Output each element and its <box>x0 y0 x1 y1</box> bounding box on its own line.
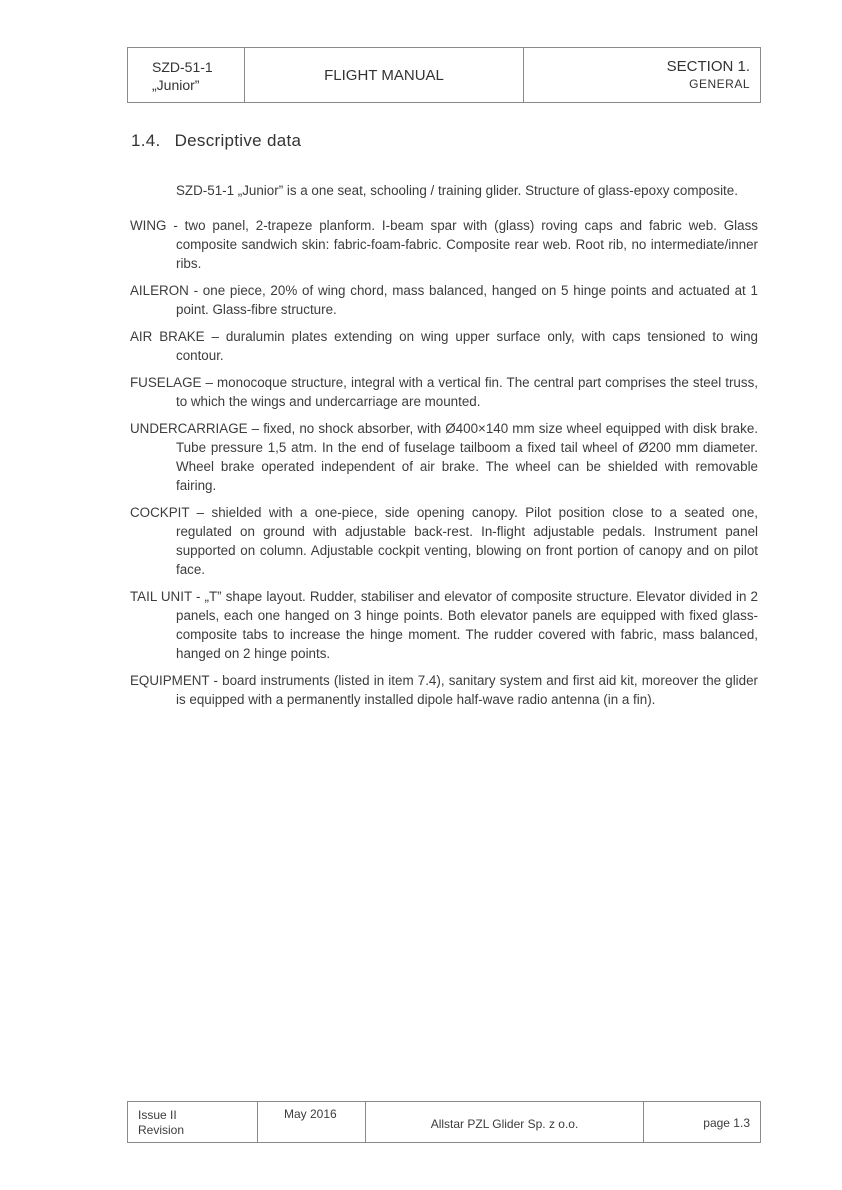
footer-issue: Issue II <box>138 1108 177 1122</box>
footer-company: Allstar PZL Glider Sp. z o.o. <box>430 1117 579 1131</box>
footer-date: May 2016 <box>284 1107 337 1121</box>
section-title: Descriptive data <box>174 131 302 150</box>
intro-paragraph: SZD-51-1 „Junior” is a one seat, schooling / training glider. Structure of glass-epoxy composite. <box>176 183 738 198</box>
section-number: 1.4. <box>131 131 161 150</box>
entry-air-brake: AIR BRAKE – duralumin plates extending on wing upper surface only, with caps tensioned to wing contour. <box>130 329 758 363</box>
header-section-cell <box>524 48 760 102</box>
footer-date-cell <box>258 1102 366 1142</box>
page-footer <box>127 1101 761 1143</box>
header-section-name: GENERAL <box>689 77 750 91</box>
entry-equipment: EQUIPMENT - board instruments (listed in item 7.4), sanitary system and first aid kit, moreover the glider is equipped with a permanently installed dipole half-wave radio antenna (in a fin). <box>130 673 758 707</box>
footer-page-number: page 1.3 <box>703 1116 750 1130</box>
header-title-cell <box>245 48 524 102</box>
footer-page-cell <box>644 1102 760 1142</box>
header-model: SZD-51-1 <box>152 59 213 75</box>
section-heading <box>131 131 301 151</box>
entry-cockpit: COCKPIT – shielded with a one-piece, side opening canopy. Pilot position close to a seated one, regulated on ground with adjustable back-rest. In-flight adjustable pedals. Instrument panel supported on column. Adjustable cockpit venting, blowing on front portion of canopy and on pilot face. <box>130 505 758 577</box>
footer-revision: Revision <box>138 1123 185 1137</box>
entry-tail-unit: TAIL UNIT - „T” shape layout. Rudder, stabiliser and elevator of composite structure. Elevator divided in 2 panels, each one hanged on 3 hinge points. Both elevator panels are equipped with fixed glass-composite tabs to increase the hinge moment. The rudder covered with fabric, mass balanced, hanged on 2 hinge points. <box>130 589 758 661</box>
footer-issue-cell <box>128 1102 258 1142</box>
footer-company-cell <box>366 1102 644 1142</box>
entry-undercarriage: UNDERCARRIAGE – fixed, no shock absorber, with Ø400×140 mm size wheel equipped with disk brake. Tube pressure 1,5 atm. In the end of fuselage tailboom a fixed tail wheel of Ø200 mm diameter. Wheel brake operated independent of air brake. The wheel can be shielded with removable fairing. <box>130 421 758 493</box>
entry-aileron: AILERON - one piece, 20% of wing chord, mass balanced, hanged on 5 hinge points and actuated at 1 point. Glass-fibre structure. <box>130 283 758 317</box>
header-section: SECTION 1. <box>666 58 750 75</box>
page-header <box>127 47 761 103</box>
header-title: FLIGHT MANUAL <box>324 66 444 84</box>
header-model-cell <box>128 48 245 102</box>
header-glider-name: „Junior” <box>152 77 200 93</box>
entry-fuselage: FUSELAGE – monocoque structure, integral with a vertical fin. The central part comprises the steel truss, to which the wings and undercarriage are mounted. <box>130 375 758 409</box>
entry-wing: WING - two panel, 2-trapeze planform. I-beam spar with (glass) roving caps and fabric web. Glass composite sandwich skin: fabric-foam-fabric. Composite rear web. Root rib, no intermediate/inner ribs. <box>130 218 758 271</box>
page-body <box>130 181 758 717</box>
